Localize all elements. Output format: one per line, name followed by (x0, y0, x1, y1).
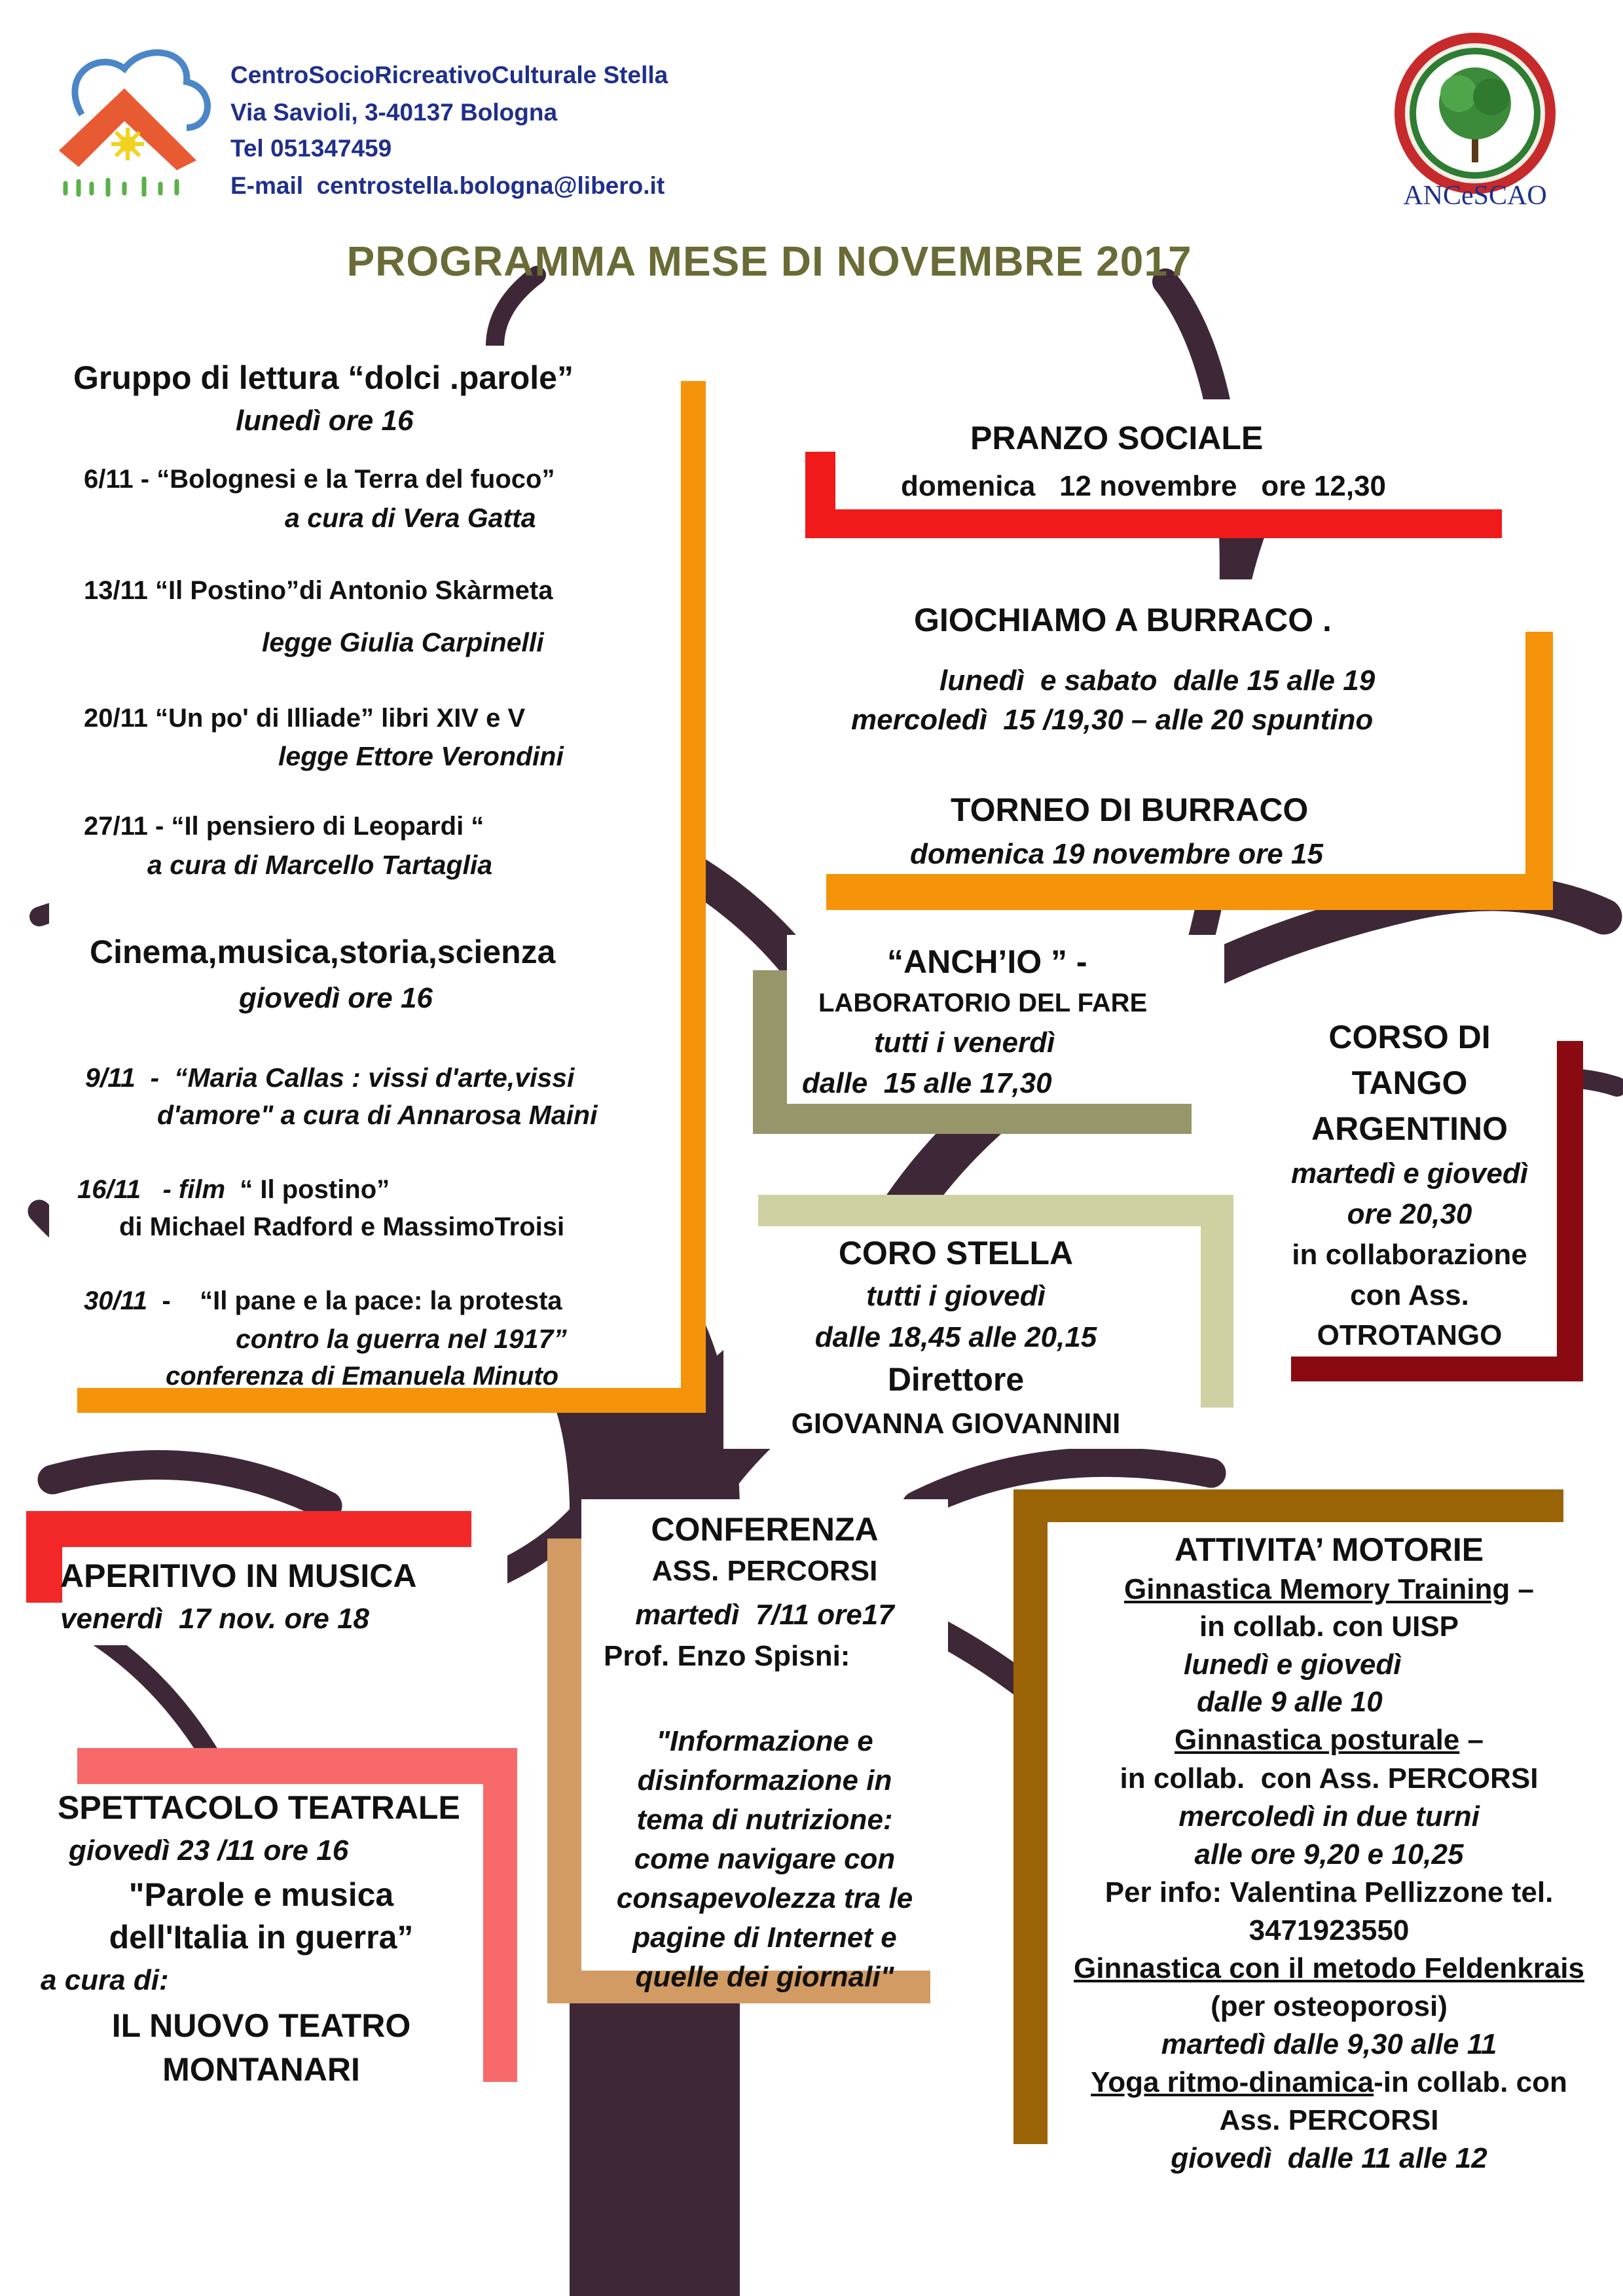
posturale-days: mercoledì in due turni (1178, 1800, 1480, 1832)
cinema-heading: Cinema,musica,storia,scienza (90, 934, 556, 970)
email-link[interactable]: centrostella.bologna@libero.it (316, 172, 665, 199)
cinema-item-2-line1a: - film (141, 1175, 226, 1204)
spettacolo-by: a cura di: (41, 1964, 169, 1996)
lettura-item-3-credit: legge Ettore Verondini (278, 741, 564, 771)
lettura-item-1-title: 6/11 - “Bolognesi e la Terra del fuoco” (84, 465, 555, 494)
posturale-collab: in collab. con Ass. PERCORSI (1120, 1762, 1539, 1795)
conferenza-topic-7: quelle dei giornali" (635, 1961, 894, 1993)
cinema-item-1-date: 9/11 (85, 1063, 136, 1093)
anchio-line2: dalle 15 alle 17,30 (802, 1067, 1052, 1099)
cinema-item-3-line2: contro la guerra nel 1917” (236, 1324, 567, 1354)
spettacolo-company-2: MONTANARI (162, 2051, 360, 2088)
motorie-heading: ATTIVITA’ MOTORIE (1174, 1531, 1484, 1568)
tango-collab-1: in collaborazione (1292, 1239, 1527, 1271)
lettura-bar-horizontal (77, 1388, 706, 1413)
tango-collab-2: con Ass. (1350, 1279, 1469, 1311)
coro-bar-vertical (1201, 1195, 1233, 1408)
anchio-bar-horizontal (753, 1104, 1192, 1134)
coro-bar-horizontal (758, 1195, 1233, 1226)
tango-days: martedì e giovedì (1291, 1157, 1528, 1190)
burraco-heading: GIOCHIAMO A BURRACO . (914, 602, 1332, 638)
conferenza-topic-4: come navigare con (634, 1843, 896, 1875)
conferenza-topic-1: "Informazione e (656, 1725, 873, 1757)
tango-heading-3: ARGENTINO (1311, 1110, 1508, 1147)
coro-line1: tutti i giovedì (866, 1280, 1046, 1312)
cinema-item-2-line2: di Michael Radford e MassimoTroisi (119, 1212, 565, 1241)
torneo-detail: domenica 19 novembre ore 15 (910, 838, 1323, 870)
cinema-item-1-line1: - “Maria Callas : vissi d'arte,vissi (135, 1063, 575, 1093)
burraco-bar-vertical (1525, 632, 1553, 910)
cinema-item-3-line1: - “Il pane e la pace: la protesta (147, 1286, 562, 1315)
conferenza-heading: CONFERENZA (651, 1511, 879, 1548)
tango-heading-2: TANGO (1351, 1065, 1468, 1101)
center-name: CentroSocioRicreativoCulturale Stella (230, 62, 668, 88)
ancescao-logo-text: ANCeSCAO (1403, 181, 1547, 211)
feldenkrais-time: martedì dalle 9,30 alle 11 (1161, 2028, 1497, 2060)
cinema-schedule: giovedì ore 16 (239, 982, 433, 1014)
spettacolo-bar-horizontal (77, 1748, 517, 1784)
cinema-item-3-date: 30/11 (84, 1286, 148, 1315)
page-title: PROGRAMMA MESE DI NOVEMBRE 2017 (346, 238, 1192, 285)
burraco-line2: mercoledì 15 /19,30 – alle 20 spuntino (851, 704, 1374, 736)
tango-bar-vertical (1557, 1041, 1583, 1381)
tango-collab-3: OTROTANGO (1317, 1319, 1503, 1351)
conferenza-date: martedì 7/11 ore17 (635, 1599, 894, 1631)
cinema-item-1-title (85, 1063, 574, 1093)
lettura-item-4-title: 27/11 - “Il pensiero di Leopardi “ (84, 812, 484, 841)
feldenkrais-note: (per osteoporosi) (1211, 1990, 1448, 2022)
conferenza-speaker: Prof. Enzo Spisni: (604, 1640, 850, 1672)
spettacolo-bar-vertical (483, 1748, 517, 2082)
coro-line2: dalle 18,45 alle 20,15 (814, 1321, 1097, 1353)
aperitivo-heading: APERITIVO IN MUSICA (60, 1558, 417, 1594)
cinema-item-2-date: 16/11 (77, 1175, 141, 1204)
pranzo-bar-horizontal (805, 509, 1502, 538)
anchio-heading: “ANCH’IO ” - (887, 943, 1087, 980)
memory-time: dalle 9 alle 10 (1197, 1686, 1383, 1718)
posturale-info-2: 3471923550 (1249, 1914, 1410, 1946)
conferenza-topic-2: disinformazione in (637, 1764, 892, 1796)
center-phone: Tel 051347459 (230, 135, 392, 162)
center-address: Via Savioli, 3-40137 Bologna (230, 99, 558, 126)
memory-collab: in collab. con UISP (1199, 1611, 1459, 1643)
spettacolo-date: giovedì 23 /11 ore 16 (69, 1834, 349, 1867)
lettura-item-1-credit: a cura di Vera Gatta (285, 503, 536, 533)
motorie-bar-vertical (1013, 1489, 1048, 2144)
spettacolo-title-2: dell'Italia in guerra” (109, 1919, 414, 1956)
memory-dash: – (1510, 1573, 1534, 1605)
motorie-bar-horizontal (1013, 1489, 1563, 1522)
anchio-line1: tutti i venerdì (874, 1027, 1055, 1059)
posturale-info-1: Per info: Valentina Pellizzone tel. (1104, 1876, 1554, 1908)
memory-title (1048, 1573, 1611, 1606)
memory-name: Ginnastica Memory Training (1124, 1573, 1510, 1605)
lettura-item-2-title: 13/11 “Il Postino”di Antonio Skàrmeta (84, 576, 553, 605)
center-stella-logo (46, 36, 229, 203)
cinema-item-3-line3: conferenza di Emanuela Minuto (166, 1362, 559, 1391)
coro-director-name: GIOVANNA GIOVANNINI (791, 1408, 1121, 1440)
anchio-subheading: LABORATORIO DEL FARE (818, 989, 1148, 1017)
yoga-collab-1: -in collab. con (1374, 2066, 1567, 2098)
coro-director-label: Direttore (887, 1361, 1025, 1398)
yoga-time: giovedì dalle 11 alle 12 (1171, 2142, 1487, 2174)
conferenza-org: ASS. PERCORSI (651, 1555, 878, 1587)
yoga-title (1048, 2066, 1611, 2099)
aperitivo-bar-vertical (26, 1511, 62, 1603)
tango-bar-horizontal (1291, 1357, 1583, 1381)
cinema-item-2-line1b: “ Il postino” (225, 1175, 390, 1204)
conferenza-topic-5: consapevolezza tra le (616, 1882, 913, 1914)
lettura-schedule: lunedì ore 16 (236, 405, 414, 437)
coro-heading: CORO STELLA (838, 1235, 1074, 1271)
lettura-heading: Gruppo di lettura “dolci .parole” (73, 359, 574, 396)
conferenza-topic-3: tema di nutrizione: (636, 1804, 893, 1836)
cinema-item-2-title (77, 1175, 390, 1205)
aperitivo-bar-horizontal (26, 1511, 471, 1547)
spettacolo-title-1: "Parole e musica (128, 1876, 394, 1913)
cinema-item-1-line2: d'amore" a cura di Annarosa Maini (157, 1100, 598, 1130)
ancescao-logo (1387, 31, 1563, 195)
posturale-dash: – (1459, 1724, 1484, 1756)
spettacolo-company-1: IL NUOVO TEATRO (111, 2007, 411, 2044)
posturale-time: alle ore 9,20 e 10,25 (1194, 1838, 1464, 1870)
torneo-heading: TORNEO DI BURRACO (951, 792, 1309, 828)
yoga-collab-2: Ass. PERCORSI (1219, 2104, 1439, 2136)
pranzo-detail: domenica 12 novembre ore 12,30 (901, 470, 1386, 502)
lettura-item-4-credit: a cura di Marcello Tartaglia (147, 850, 493, 880)
cinema-item-3-title (84, 1286, 562, 1316)
lettura-item-3-title: 20/11 “Un po' di Illiade” libri XIV e V (84, 704, 526, 733)
aperitivo-detail: venerdì 17 nov. ore 18 (60, 1603, 370, 1635)
email-label: E-mail (230, 172, 304, 199)
burraco-line1: lunedì e sabato dalle 15 alle 19 (939, 665, 1376, 697)
posturale-title (1048, 1724, 1611, 1757)
spettacolo-heading: SPETTACOLO TEATRALE (58, 1789, 460, 1826)
yoga-name: Yoga ritmo-dinamica (1091, 2066, 1374, 2098)
burraco-bar-horizontal (826, 874, 1553, 910)
center-email-line (230, 168, 665, 204)
tango-time: ore 20,30 (1347, 1198, 1472, 1230)
feldenkrais-name: Ginnastica con il metodo Feldenkrais (1074, 1952, 1584, 1984)
pranzo-heading: PRANZO SOCIALE (970, 420, 1264, 456)
tango-heading-1: CORSO DI (1328, 1019, 1491, 1055)
memory-days: lunedì e giovedì (1184, 1649, 1402, 1681)
posturale-name: Ginnastica posturale (1175, 1724, 1460, 1756)
conferenza-bar-vertical (547, 1539, 581, 2003)
lettura-bar-vertical (681, 381, 706, 1413)
conferenza-topic-6: pagine di Internet e (632, 1922, 897, 1954)
lettura-item-2-credit: legge Giulia Carpinelli (262, 627, 544, 657)
